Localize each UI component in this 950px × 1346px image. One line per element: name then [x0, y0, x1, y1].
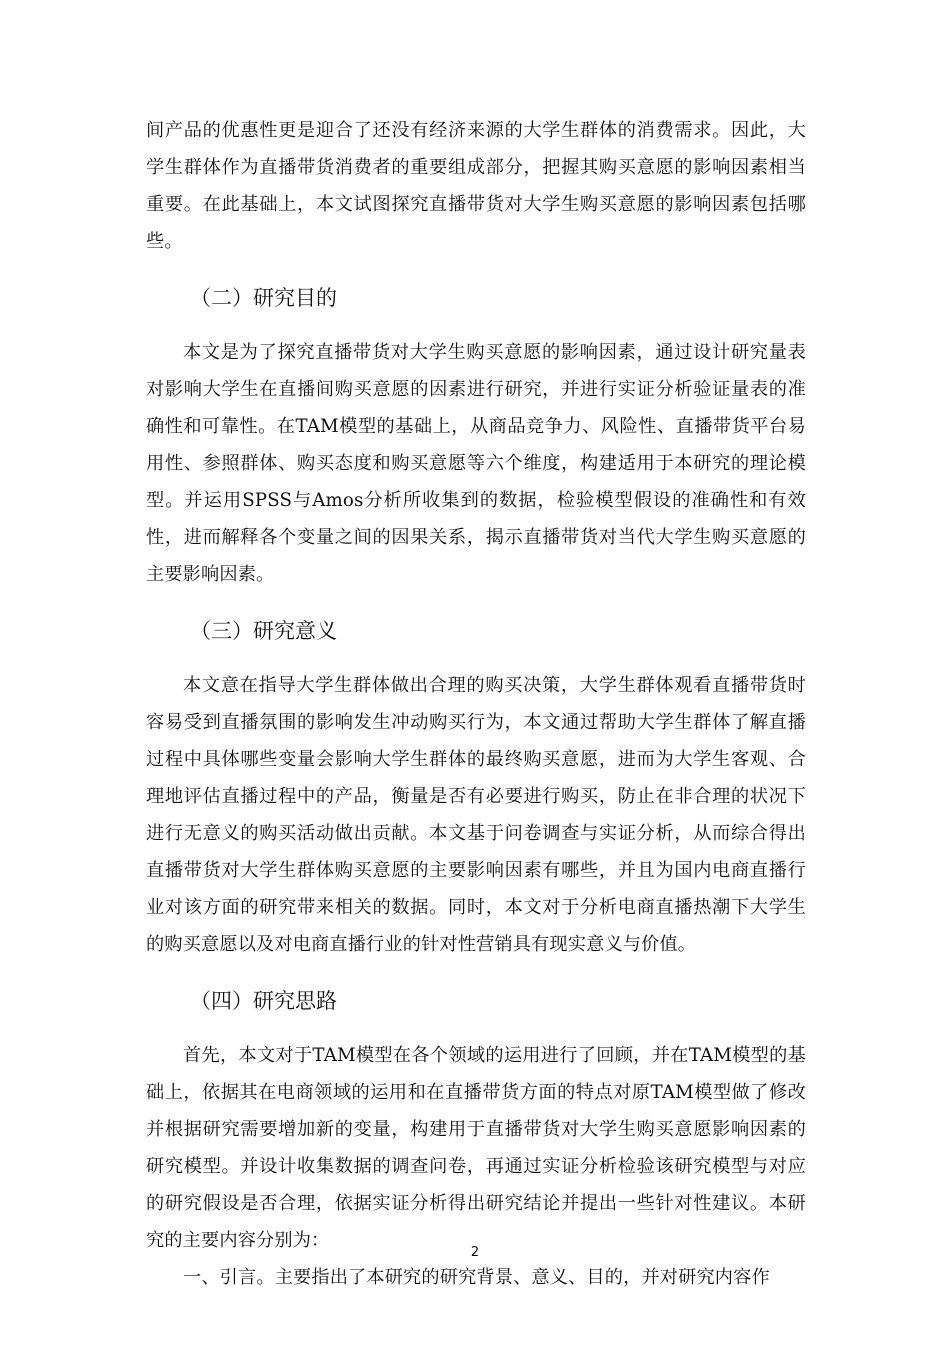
paragraph-research-significance: 本文意在指导大学生群体做出合理的购买决策，大学生群体观看直播带货时容易受到直播氛围的影响发生冲动购买行为，本文通过帮助大学生群体了解直播过程中具体哪些变量会影响大学生群体的最终购买意愿，进而为大学生客观、合理地评估直播过程中的产品，衡量是否有必要进行购买，防止在非合理的状况下进行无意义的购买活动做出贡献。本文基于问卷调查与实证分析，从而综合得出直播带货对大学生群体购买意愿的主要影响因素有哪些，并且为国内电商直播行业对该方面的研究带来相关的数据。同时，本文对于分析电商直播热潮下大学生的购买意愿以及对电商直播行业的针对性营销具有现实意义与价值。	[146, 675, 806, 955]
paragraph-item-introduction: 一、引言。主要指出了本研究的研究背景、意义、目的，并对研究内容作	[183, 1267, 770, 1288]
paragraph-background-continuation: 间产品的优惠性更是迎合了还没有经济来源的大学生群体的消费需求。因此，大学生群体作为直播带货消费者的重要组成部分，把握其购买意愿的影响因素相当重要。在此基础上，本文试图探究直播带货对大学生购买意愿的影响因素包括哪些。	[146, 120, 806, 252]
page-number: 2	[470, 1245, 480, 1260]
heading-research-significance: （三）研究意义	[190, 619, 337, 643]
paragraph-research-purpose: 本文是为了探究直播带货对大学生购买意愿的影响因素，通过设计研究量表对影响大学生在直播间购买意愿的因素进行研究，并进行实证分析验证量表的准确性和可靠性。在TAM模型的基础上，从商品竞争力、风险性、直播带货平台易用性、参照群体、购买态度和购买意愿等六个维度，构建适用于本研究的理论模型。并运用SPSS与Amos分析所收集到的数据，检验模型假设的准确性和有效性，进而解释各个变量之间的因果关系，揭示直播带货对当代大学生购买意愿的主要影响因素。	[146, 342, 806, 585]
heading-research-approach: （四）研究思路	[190, 989, 337, 1013]
document-body	[146, 112, 806, 1296]
paragraph-research-approach: 首先，本文对于TAM模型在各个领域的运用进行了回顾，并在TAM模型的基础上，依据其在电商领域的运用和在直播带货方面的特点对原TAM模型做了修改并根据研究需要增加新的变量，构建用于直播带货对大学生购买意愿影响因素的研究模型。并设计收集数据的调查问卷，再通过实证分析检验该研究模型与对应的研究假设是否合理，依据实证分析得出研究结论并提出一些针对性建议。本研究的主要内容分别为：	[146, 1045, 806, 1251]
heading-research-purpose: （二）研究目的	[190, 286, 337, 310]
